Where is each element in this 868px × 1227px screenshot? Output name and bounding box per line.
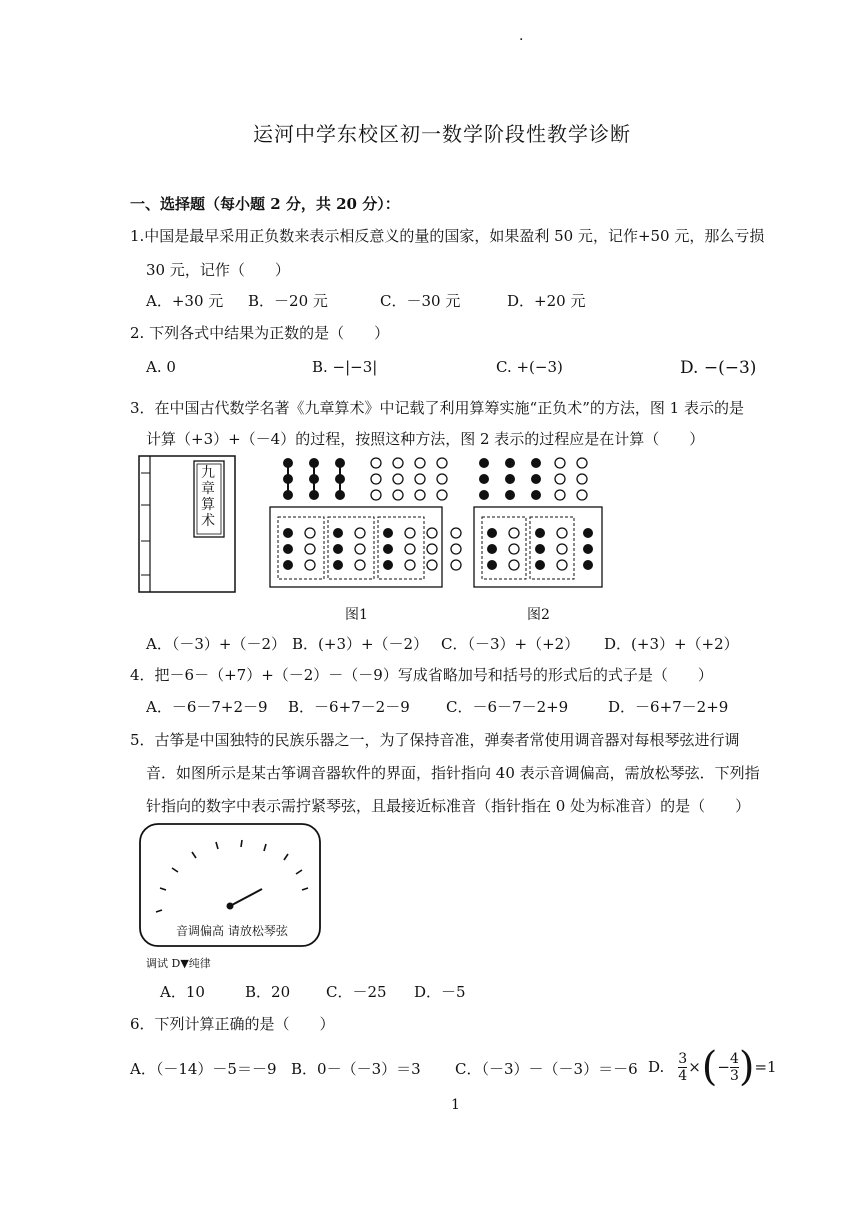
book-title: 九章算术 <box>201 465 215 529</box>
q2-option-d: D. −(−3) <box>680 358 757 378</box>
q6-option-d-prefix: D. <box>648 1058 665 1076</box>
q3-option-d: D．(+3）+（+2） <box>604 635 739 653</box>
q5-option-b: B．20 <box>245 983 291 1001</box>
book-illustration <box>138 455 238 595</box>
figure-2-counting-rods <box>472 455 612 595</box>
tuner-caption: 调试 D▼纯律 <box>146 957 211 970</box>
q6-option-d <box>648 1042 777 1092</box>
tuner-status-label: 音调偏高 请放松琴弦 <box>176 924 288 938</box>
q5-option-c: C．－25 <box>326 983 387 1001</box>
fraction-3-4 <box>678 1051 687 1084</box>
q3-line1: 3．在中国古代数学名著《九章算术》中记载了利用算筹实施“正负术”的方法，图 1 表示的是 <box>130 399 744 417</box>
q4-stem: 4．把－6－（+7）+（－2）－（－9）写成省略加号和括号的形式后的式子是（ ） <box>130 666 713 684</box>
left-paren: ( <box>701 1044 718 1090</box>
q5-line1: 5．古筝是中国独特的民族乐器之一，为了保持音准，弹奏者常使用调音器对每根琴弦进行调 <box>130 731 740 749</box>
q6-option-a: A．（－14）－5＝－9 <box>130 1060 277 1078</box>
q3-line2: 计算（+3）+（－4）的过程，按照这种方法，图 2 表示的过程应是在计算（ ） <box>146 430 705 448</box>
fraction-4-3 <box>730 1051 739 1084</box>
q6-option-c: C．（－3）－（－3）＝－6 <box>455 1060 638 1078</box>
q5-line2: 音．如图所示是某古筝调音器软件的界面，指针指向 40 表示音调偏高，需放松琴弦．下列指 <box>146 764 760 782</box>
minus-sign: − <box>717 1058 730 1076</box>
q2-option-a: A. 0 <box>146 358 176 376</box>
q2-stem: 2. 下列各式中结果为正数的是（ ） <box>130 324 390 342</box>
fraction-numerator: 4 <box>729 1050 739 1067</box>
fraction-denominator: 4 <box>678 1067 688 1084</box>
q6-stem: 6．下列计算正确的是（ ） <box>130 1015 335 1033</box>
q3-option-c: C．（－3）+（+2） <box>441 635 580 653</box>
stray-dot: · <box>519 32 524 48</box>
q4-option-a: A．－6－7+2－9 <box>146 698 268 716</box>
figure-2-caption: 图2 <box>527 607 550 623</box>
times-sign: × <box>688 1058 701 1076</box>
q4-option-b: B．－6+7－2－9 <box>288 698 410 716</box>
q1-line1: 1.中国是最早采用正负数来表示相反意义的量的国家，如果盈利 50 元，记作+50 元，那么亏损 <box>130 227 765 245</box>
figure-1-caption: 图1 <box>345 607 368 623</box>
fraction-denominator: 3 <box>729 1067 739 1084</box>
equals-result: =1 <box>754 1058 777 1076</box>
q3-option-b: B．(+3）+（－2） <box>292 635 429 653</box>
q3-option-a: A．（－3）+（－2） <box>146 635 286 653</box>
q1-option-d: D．+20 元 <box>507 292 586 310</box>
figure-1-counting-rods <box>268 455 468 595</box>
q5-line3: 针指向的数字中表示需拧紧琴弦，且最接近标准音（指针指在 0 处为标准音）的是（ ） <box>146 797 751 815</box>
q2-option-c: C. +(−3) <box>496 358 563 376</box>
fraction-numerator: 3 <box>678 1050 688 1067</box>
page-number: 1 <box>451 1097 460 1113</box>
q2-option-b: B. −|−3| <box>312 358 378 376</box>
q1-option-a: A．+30 元 <box>146 292 224 310</box>
right-paren: ) <box>738 1044 755 1090</box>
q4-option-d: D．－6+7－2+9 <box>608 698 729 716</box>
q6-option-b: B．0－（－3）＝3 <box>291 1060 421 1078</box>
q1-line2: 30 元，记作（ ） <box>146 261 290 279</box>
q5-option-a: A．10 <box>160 983 205 1001</box>
q1-option-c: C．－30 元 <box>380 292 461 310</box>
section-heading: 一、选择题（每小题 2 分，共 20 分）： <box>130 195 400 213</box>
page-title: 运河中学东校区初一数学阶段性教学诊断 <box>253 122 631 146</box>
q5-option-d: D．－5 <box>414 983 466 1001</box>
q4-option-c: C．－6－7－2+9 <box>446 698 569 716</box>
q1-option-b: B．－20 元 <box>248 292 328 310</box>
